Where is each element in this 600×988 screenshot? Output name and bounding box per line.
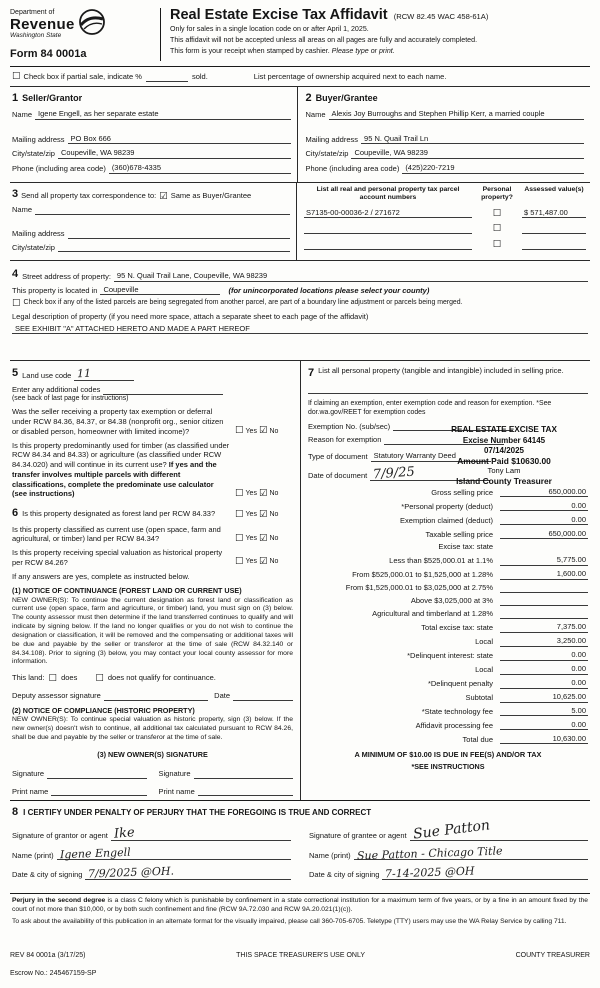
stamp-date: 07/14/2025 xyxy=(483,445,525,455)
current-use-question-text: Is this property classified as current use (open space, farm and agricultural, or timber) land per RCW 84.34? xyxy=(12,524,221,544)
parcel-number-value: S7135-00-00036-2 / 271672 xyxy=(306,207,400,217)
parcel-row xyxy=(304,208,586,219)
timber-question-part2: If yes and the transfer involves multiple parcels with different classifications, complete the predominate use calculator (see instructions) xyxy=(12,460,217,499)
treasurer-space-label: THIS SPACE TREASURER'S USE ONLY xyxy=(236,951,365,959)
money-label: Total excise tax: state xyxy=(421,623,493,633)
buyer-phone-field[interactable] xyxy=(402,163,584,174)
seller-mailing-value: PO Box 666 xyxy=(70,133,111,143)
legal-description-value: SEE EXHIBIT "A" ATTACHED HERETO AND MADE A PART HEREOF xyxy=(15,323,250,333)
new-owners-signature-title: (3) NEW OWNER(S) SIGNATURE xyxy=(97,749,208,759)
does-not-label: does not qualify for continuance. xyxy=(107,673,216,683)
buyer-grantee-heading: Buyer/Grantee xyxy=(315,92,378,103)
money-label: Local xyxy=(475,664,493,674)
section-6-number: 6 xyxy=(12,507,19,520)
header-left xyxy=(10,8,160,61)
historic-yes-checkbox[interactable]: ☐ xyxy=(235,556,244,568)
money-label: Total due xyxy=(462,734,493,744)
type-of-document-value: Statutory Warranty Deed xyxy=(373,451,456,461)
exemption-no-label: Exemption No. (sub/sec) xyxy=(308,421,391,431)
partial-sale-row xyxy=(10,67,590,87)
seller-city-label: City/state/zip xyxy=(12,149,55,159)
current-use-yes-checkbox[interactable]: ☐ xyxy=(235,532,244,544)
escrow-number: Escrow No.: 245467159-SP xyxy=(10,969,97,977)
money-row-delinquent-penalty xyxy=(308,678,588,689)
form-title: Real Estate Excise Tax Affidavit xyxy=(170,7,388,23)
money-value[interactable]: 0.00 xyxy=(500,678,588,689)
parcel-row xyxy=(304,224,586,234)
money-row-exemption-deduct xyxy=(308,515,588,526)
no-label: No xyxy=(269,534,279,542)
seller-grantor-section xyxy=(10,87,297,182)
money-label: Gross selling price xyxy=(431,487,493,497)
alternate-format-note: To ask about the availability of this publication in an alternate format for the visually impaired, please call 360-705-6705. Teletype (TTY) users may use the WA Relay Service by calling 711. xyxy=(12,918,567,926)
minimum-due-note: A MINIMUM OF $10.00 IS DUE IN FEE(S) AND/OR TAX xyxy=(354,750,542,760)
legal-description-label: Legal description of property (if you need more space, attach a separate sheet to each page of the affidavit) xyxy=(12,311,369,321)
no-label: No xyxy=(269,490,279,498)
does-label: does xyxy=(61,673,78,683)
grantee-print-name-label: Name (print) xyxy=(309,850,351,860)
assessed-value-column-header: Assessed value(s) xyxy=(524,185,584,193)
deputy-date-field[interactable] xyxy=(233,692,293,701)
parcel-number-field[interactable] xyxy=(304,225,472,234)
grantee-print-name-field[interactable] xyxy=(354,843,588,863)
correspondence-left xyxy=(10,183,296,261)
money-row-agricultural xyxy=(308,609,588,619)
correspondence-city-label: City/state/zip xyxy=(12,242,55,252)
grantor-signature-label: Signature of grantor or agent xyxy=(12,830,108,840)
owner-signature-label-1: Signature xyxy=(12,768,45,778)
street-address-field[interactable] xyxy=(114,271,588,282)
dept-of-label: Department of xyxy=(10,9,55,16)
exemption-yes-checkbox[interactable]: ☐ xyxy=(235,425,244,437)
yes-label: Yes xyxy=(245,511,257,519)
section-5-number: 5 xyxy=(12,367,19,380)
current-use-question xyxy=(12,525,293,545)
forest-no-checkbox[interactable]: ☑ xyxy=(258,509,268,521)
money-row-local xyxy=(308,636,588,647)
historic-property-question xyxy=(12,548,293,568)
buyer-city-value: Coupeville, WA 98239 xyxy=(354,148,428,158)
unincorporated-note: (for unincorporated locations please select your county) xyxy=(228,285,430,295)
grantee-print-name-value: Sue Patton - Chicago Title xyxy=(356,843,503,863)
grantor-signature-value: Ike xyxy=(113,825,136,842)
header-note-3 xyxy=(170,47,590,56)
notice-compliance-body: NEW OWNER(S): To continue special valuation as historic property, sign (3) below. If the new owner(s) doesn't wish to continue, all additional tax calculated pursuant to RCW 84.26, shall be due and payable by the seller or transferor at the time of sale. xyxy=(12,716,293,741)
personal-property-column-header: Personal property? xyxy=(481,185,513,201)
grantee-signature-field[interactable] xyxy=(410,817,588,843)
correspondence-name-field[interactable] xyxy=(35,206,290,215)
money-value[interactable] xyxy=(500,597,588,606)
money-value[interactable] xyxy=(500,584,588,593)
historic-no-checkbox[interactable]: ☑ xyxy=(258,556,268,568)
buyer-name-field[interactable] xyxy=(329,109,584,120)
perjury-body: is a class C felony which is punishable by confinement in a state correctional institution for a maximum term of five years, or by a fine in an amount fixed by the court of not more than $10,000, or by both such confinement and fine (RCW 9A.72.030 and RCW 9A.20.021(1)(c)). xyxy=(12,897,589,913)
money-row-tier2 xyxy=(308,569,588,580)
money-label: *Delinquent interest: state xyxy=(407,650,493,660)
grantor-signature-field[interactable] xyxy=(111,825,291,842)
revenue-label: Revenue xyxy=(10,16,75,34)
deputy-date-label: Date xyxy=(214,691,230,701)
deputy-assessor-label: Deputy assessor signature xyxy=(12,691,101,701)
grantor-date-city-label: Date & city of signing xyxy=(12,870,83,880)
send-correspondence-label: Send all property tax correspondence to: xyxy=(21,191,157,201)
dept-revenue-wordmark xyxy=(10,8,75,41)
money-row-tier3 xyxy=(308,583,588,593)
timber-question-part1: Is this property predominantly used for timber (as classified under RCW 84.34 and 84.33) or agriculture (as classified under RCW 84.34.020) and will continue in its current use? xyxy=(12,440,230,470)
additional-codes-note: (see back of last page for instructions) xyxy=(12,394,129,402)
parties-section xyxy=(10,87,590,183)
no-label: No xyxy=(269,558,279,566)
correspondence-city-field[interactable] xyxy=(58,243,290,252)
buyer-mailing-field[interactable] xyxy=(361,134,584,145)
grantor-print-name-value: Igene Engell xyxy=(59,845,131,861)
header-note-2: This affidavit will not be accepted unless all areas on all pages are fully and accurately completed. xyxy=(170,36,478,45)
reason-exemption-label: Reason for exemption xyxy=(308,435,382,445)
type-or-print-note: Please type or print. xyxy=(331,46,395,55)
exemption-deferral-question-text: Was the seller receiving a property tax exemption or deferral under RCW 84.36, 84.37, or 84.38 (nonprofit org., senior citizen or disabled person, homeowner with limited income)? xyxy=(12,407,224,436)
seller-grantor-heading: Seller/Grantor xyxy=(22,92,83,103)
land-use-column xyxy=(10,361,300,800)
money-row-taxable xyxy=(308,529,588,540)
yes-label: Yes xyxy=(245,427,257,435)
land-use-code-field[interactable] xyxy=(74,366,134,381)
stamp-excise-number: Excise Number 64145 xyxy=(462,435,546,445)
seller-name-label: Name xyxy=(12,109,33,119)
form-number: Form 84 0001a xyxy=(10,47,87,60)
buyer-name-value: Alexis Joy Burroughs and Stephen Phillip Kerr, a married couple xyxy=(331,108,545,118)
owner-print-name-label-1: Print name xyxy=(12,786,49,796)
grantee-signature-value: Sue Patton xyxy=(411,817,491,843)
money-value xyxy=(500,543,588,552)
money-row-tier1 xyxy=(308,555,588,566)
section-8-number: 8 xyxy=(12,806,19,819)
assessed-value-value: $ 571,487.00 xyxy=(524,207,568,217)
current-use-no-checkbox[interactable]: ☑ xyxy=(258,532,268,544)
treasurer-stamp xyxy=(420,425,588,486)
parcel-personal-checkbox[interactable]: ☐ xyxy=(492,207,502,219)
money-value[interactable]: 0.00 xyxy=(500,515,588,526)
does-not-qualify-checkbox[interactable]: ☐ xyxy=(95,672,104,684)
grantee-date-city-value: 7-14-2025 @OH xyxy=(385,864,476,881)
stamp-title: REAL ESTATE EXCISE TAX xyxy=(451,425,557,435)
legal-description-field[interactable] xyxy=(12,324,588,335)
yes-label: Yes xyxy=(245,534,257,542)
assessed-value-field[interactable] xyxy=(522,208,586,219)
seller-mailing-field[interactable] xyxy=(68,134,291,145)
money-value[interactable]: 650,000.00 xyxy=(500,487,588,498)
buyer-mailing-value: 95 N. Quail Trail Ln xyxy=(364,133,429,143)
parcel-personal-checkbox[interactable]: ☐ xyxy=(492,239,502,250)
money-value[interactable]: 7,375.00 xyxy=(500,622,588,633)
money-value[interactable]: 1,600.00 xyxy=(500,569,588,580)
grantee-date-city-field[interactable] xyxy=(382,864,588,881)
timber-yes-checkbox[interactable]: ☐ xyxy=(235,487,244,499)
money-value[interactable]: 0.00 xyxy=(500,720,588,731)
does-qualify-checkbox[interactable]: ☐ xyxy=(48,672,58,684)
partial-sale-label: Check box if partial sale, indicate % xyxy=(23,71,142,81)
yes-label: Yes xyxy=(245,490,257,498)
money-value[interactable]: 0.00 xyxy=(500,501,588,512)
seller-phone-value: (360)678-4335 xyxy=(111,163,162,173)
tax-computation-column xyxy=(300,361,590,800)
no-label: No xyxy=(269,511,279,519)
partial-percent-field[interactable] xyxy=(146,74,188,82)
header-note-1: Only for sales in a single location code on or after April 1, 2025. xyxy=(170,25,369,34)
forest-land-text: Is this property designated as forest land per RCW 84.33? xyxy=(22,509,216,519)
owner-print-name-label-2: Print name xyxy=(158,786,195,796)
seller-name-field[interactable] xyxy=(35,109,290,120)
partial-sale-checkbox[interactable]: ☐ xyxy=(12,71,21,83)
assessed-value-field[interactable] xyxy=(522,225,586,234)
same-as-buyer-checkbox[interactable]: ☑ xyxy=(159,190,168,202)
additional-codes-field[interactable] xyxy=(103,386,223,395)
no-label: No xyxy=(269,427,279,435)
perjury-lead: Perjury in the second degree xyxy=(12,897,106,905)
tax-computation-table xyxy=(308,487,588,745)
grantor-print-name-field[interactable] xyxy=(57,845,291,861)
street-address-label: Street address of property: xyxy=(22,271,111,281)
personal-property-label: List all personal property (tangible and intangible) included in selling price. xyxy=(318,366,564,376)
notice-continuance-body: NEW OWNER(S): To continue the current designation as forest land or classification as current use (open space, farm and agriculture, or timber) land, you must sign on (3) below. The county assessor must then determine if the land transferred continues to qualify and will indicate by signing below. If the land no longer qualifies or you do not wish to continue the designation or classification, it will be removed and the compensating or additional taxes will be due and payable by the seller or transferor at the time of sale (RCW 84.32.140 or 84.34.108). Prior to signing (3) below, you may contact your local county assessor for more information. xyxy=(12,596,293,666)
money-value[interactable]: 10,625.00 xyxy=(500,692,588,703)
if-yes-instruction: If any answers are yes, complete as instructed below. xyxy=(12,571,190,581)
buyer-name-label: Name xyxy=(305,109,326,119)
form-header xyxy=(10,8,590,67)
money-row-excise-state xyxy=(308,542,588,552)
county-treasurer-label: COUNTY TREASURER xyxy=(515,951,590,959)
money-label: Excise tax: state xyxy=(438,542,493,552)
parcel-row xyxy=(304,240,586,250)
buyer-grantee-section xyxy=(297,87,591,182)
stamp-amount-paid: Amount Paid $10630.00 xyxy=(457,455,551,466)
segregated-checkbox[interactable]: ☐ xyxy=(12,298,21,310)
parcel-number-field[interactable] xyxy=(304,241,472,250)
stamp-cashier-name: Tony Lam xyxy=(487,466,521,476)
correspondence-name-label: Name xyxy=(12,205,33,215)
date-of-document-value: 7/9/25 xyxy=(372,464,416,483)
money-value[interactable]: 10,630.00 xyxy=(500,734,588,745)
land-use-code-label: Land use code xyxy=(22,371,72,381)
deputy-assessor-signature-field[interactable] xyxy=(104,692,208,701)
perjury-notice xyxy=(10,893,590,927)
personal-property-field[interactable] xyxy=(308,385,588,394)
certify-statement: I CERTIFY UNDER PENALTY OF PERJURY THAT THE FOREGOING IS TRUE AND CORRECT xyxy=(23,808,372,818)
money-value[interactable]: 0.00 xyxy=(500,650,588,661)
money-label: *Personal property (deduct) xyxy=(401,501,493,511)
seller-phone-field[interactable] xyxy=(109,163,291,174)
money-label: Subtotal xyxy=(465,692,493,702)
money-row-delinquent-local xyxy=(308,664,588,675)
land-use-code-value: 11 xyxy=(77,366,92,381)
notice-continuance-title: (1) NOTICE OF CONTINUANCE (FOREST LAND OR CURRENT USE) xyxy=(12,586,242,596)
money-label: Above $3,025,000 at 3% xyxy=(410,596,493,606)
owner-signature-label-2: Signature xyxy=(158,768,191,778)
perjury-paragraph xyxy=(12,897,588,914)
property-address-section xyxy=(10,261,590,361)
washington-state-label: Washington State xyxy=(10,32,62,40)
main-columns xyxy=(10,361,590,800)
money-label: Less than $525,000.01 at 1.1% xyxy=(389,556,493,566)
grantee-signature-block xyxy=(309,817,588,881)
header-right xyxy=(160,8,590,61)
timber-agriculture-question-text xyxy=(12,441,235,500)
revenue-logo-icon xyxy=(78,8,106,36)
section-2-number: 2 xyxy=(305,91,312,104)
parcel-personal-checkbox[interactable]: ☐ xyxy=(492,223,502,235)
money-value[interactable]: 5,775.00 xyxy=(500,555,588,566)
money-label: Exemption claimed (deduct) xyxy=(400,515,493,525)
money-value[interactable] xyxy=(500,610,588,619)
seller-name-value: Igene Engell, as her separate estate xyxy=(38,108,159,118)
section-7-number: 7 xyxy=(308,367,315,380)
date-of-document-label: Date of document xyxy=(308,470,368,480)
money-value[interactable]: 5.00 xyxy=(500,706,588,717)
money-value[interactable]: 650,000.00 xyxy=(500,529,588,540)
money-row-delinquent-interest xyxy=(308,650,588,661)
stamp-treasurer-title: Island County Treasurer xyxy=(456,475,552,486)
buyer-city-field[interactable] xyxy=(351,148,584,159)
grantor-date-city-value: 7/9/2025 @OH. xyxy=(88,864,175,881)
grantee-date-city-label: Date & city of signing xyxy=(309,870,380,880)
parcel-number-field[interactable] xyxy=(304,208,472,219)
additional-codes-label: Enter any additional codes xyxy=(12,384,101,394)
type-of-document-label: Type of document xyxy=(308,452,368,462)
grantor-print-name-label: Name (print) xyxy=(12,850,54,860)
see-instructions-note: *SEE INSTRUCTIONS xyxy=(411,761,485,771)
money-row-gross xyxy=(308,487,588,498)
segregated-label: Check box if any of the listed parcels are being segregated from another parcel, are part of a boundary line adjustment or parcels being merged. xyxy=(23,299,463,307)
sold-label: sold. xyxy=(191,71,208,81)
historic-property-question-text: Is this property receiving special valuation as historical property per RCW 84.26? xyxy=(12,548,223,567)
owner-signature-field-2[interactable] xyxy=(194,770,293,779)
rev-number: REV 84 0001a (3/17/25) xyxy=(10,951,86,959)
money-value[interactable]: 0.00 xyxy=(500,664,588,675)
header-note-3a: This form is your receipt when stamped by cashier. xyxy=(170,46,332,55)
exemption-instructions: If claiming an exemption, enter exemption code and reason for exemption. *See dor.wa.gov/REET for exemption codes xyxy=(308,399,552,416)
continuance-qualify-row xyxy=(12,673,293,683)
buyer-city-label: City/state/zip xyxy=(305,149,349,159)
money-row-personal-deduct xyxy=(308,501,588,512)
buyer-phone-value: (425)220-7219 xyxy=(405,163,455,173)
section-1-number: 1 xyxy=(12,91,19,104)
forest-land-question-text xyxy=(12,506,235,520)
grantee-signature-label: Signature of grantee or agent xyxy=(309,830,407,840)
assessed-value-field[interactable] xyxy=(522,241,586,250)
certification-section xyxy=(10,800,590,888)
parcel-numbers-column-header: List all real and personal property tax parcel account numbers xyxy=(316,185,460,201)
money-label: Taxable selling price xyxy=(425,529,493,539)
money-row-processing-fee xyxy=(308,720,588,731)
located-in-value: Coupeville xyxy=(103,284,139,294)
grantor-signature-block xyxy=(12,820,291,880)
ownership-percentage-note: List percentage of ownership acquired next to each name. xyxy=(253,71,447,81)
this-land-label: This land: xyxy=(12,673,45,683)
money-row-subtotal xyxy=(308,692,588,703)
correspondence-mailing-field[interactable] xyxy=(68,230,290,239)
located-in-field[interactable] xyxy=(100,285,220,296)
exemption-deferral-question xyxy=(12,407,293,436)
same-as-buyer-label: Same as Buyer/Grantee xyxy=(170,191,252,201)
buyer-phone-label: Phone (including area code) xyxy=(305,164,400,174)
money-label: *Delinquent penalty xyxy=(427,678,493,688)
money-value[interactable]: 3,250.00 xyxy=(500,636,588,647)
seller-phone-label: Phone (including area code) xyxy=(12,164,106,174)
located-in-label: This property is located in xyxy=(12,285,98,295)
money-label: From $525,000.01 to $1,525,000 at 1.28% xyxy=(352,570,493,580)
street-address-value: 95 N. Quail Trail Lane, Coupeville, WA 98239 xyxy=(116,270,268,280)
money-row-technology-fee xyxy=(308,706,588,717)
correspondence-mailing-label: Mailing address xyxy=(12,228,65,238)
grantor-date-city-field[interactable] xyxy=(85,864,291,881)
timber-no-checkbox[interactable]: ☑ xyxy=(258,487,268,499)
rcw-reference: (RCW 82.45 WAC 458-61A) xyxy=(393,12,489,21)
money-label: Agricultural and timberland at 1.28% xyxy=(372,609,493,619)
money-label: Local xyxy=(475,637,493,647)
money-row-total-due xyxy=(308,734,588,745)
tax-correspondence-section xyxy=(10,183,590,262)
owner-print-name-field-1[interactable] xyxy=(51,787,146,796)
money-label: *State technology fee xyxy=(421,706,493,716)
owner-print-name-field-2[interactable] xyxy=(198,787,293,796)
parcel-table xyxy=(296,183,590,261)
money-row-total-excise-state xyxy=(308,622,588,633)
seller-mailing-label: Mailing address xyxy=(12,134,65,144)
seller-city-value: Coupeville, WA 98239 xyxy=(60,148,135,158)
form-footer xyxy=(10,951,590,978)
owner-signature-field-1[interactable] xyxy=(47,770,146,779)
money-label: From $1,525,000.01 to $3,025,000 at 2.75% xyxy=(345,583,493,593)
money-row-tier4 xyxy=(308,596,588,606)
yes-label: Yes xyxy=(245,558,257,566)
exemption-no-checkbox[interactable]: ☑ xyxy=(258,425,268,437)
notice-compliance-title: (2) NOTICE OF COMPLIANCE (HISTORIC PROPERTY) xyxy=(12,705,195,715)
timber-agriculture-question xyxy=(12,441,293,500)
forest-yes-checkbox[interactable]: ☐ xyxy=(235,509,244,521)
section-4-number: 4 xyxy=(12,268,19,281)
seller-city-field[interactable] xyxy=(58,148,291,159)
section-3-number: 3 xyxy=(12,187,19,200)
money-label: Affidavit processing fee xyxy=(415,720,493,730)
forest-land-question xyxy=(12,506,293,520)
buyer-mailing-label: Mailing address xyxy=(305,134,359,144)
